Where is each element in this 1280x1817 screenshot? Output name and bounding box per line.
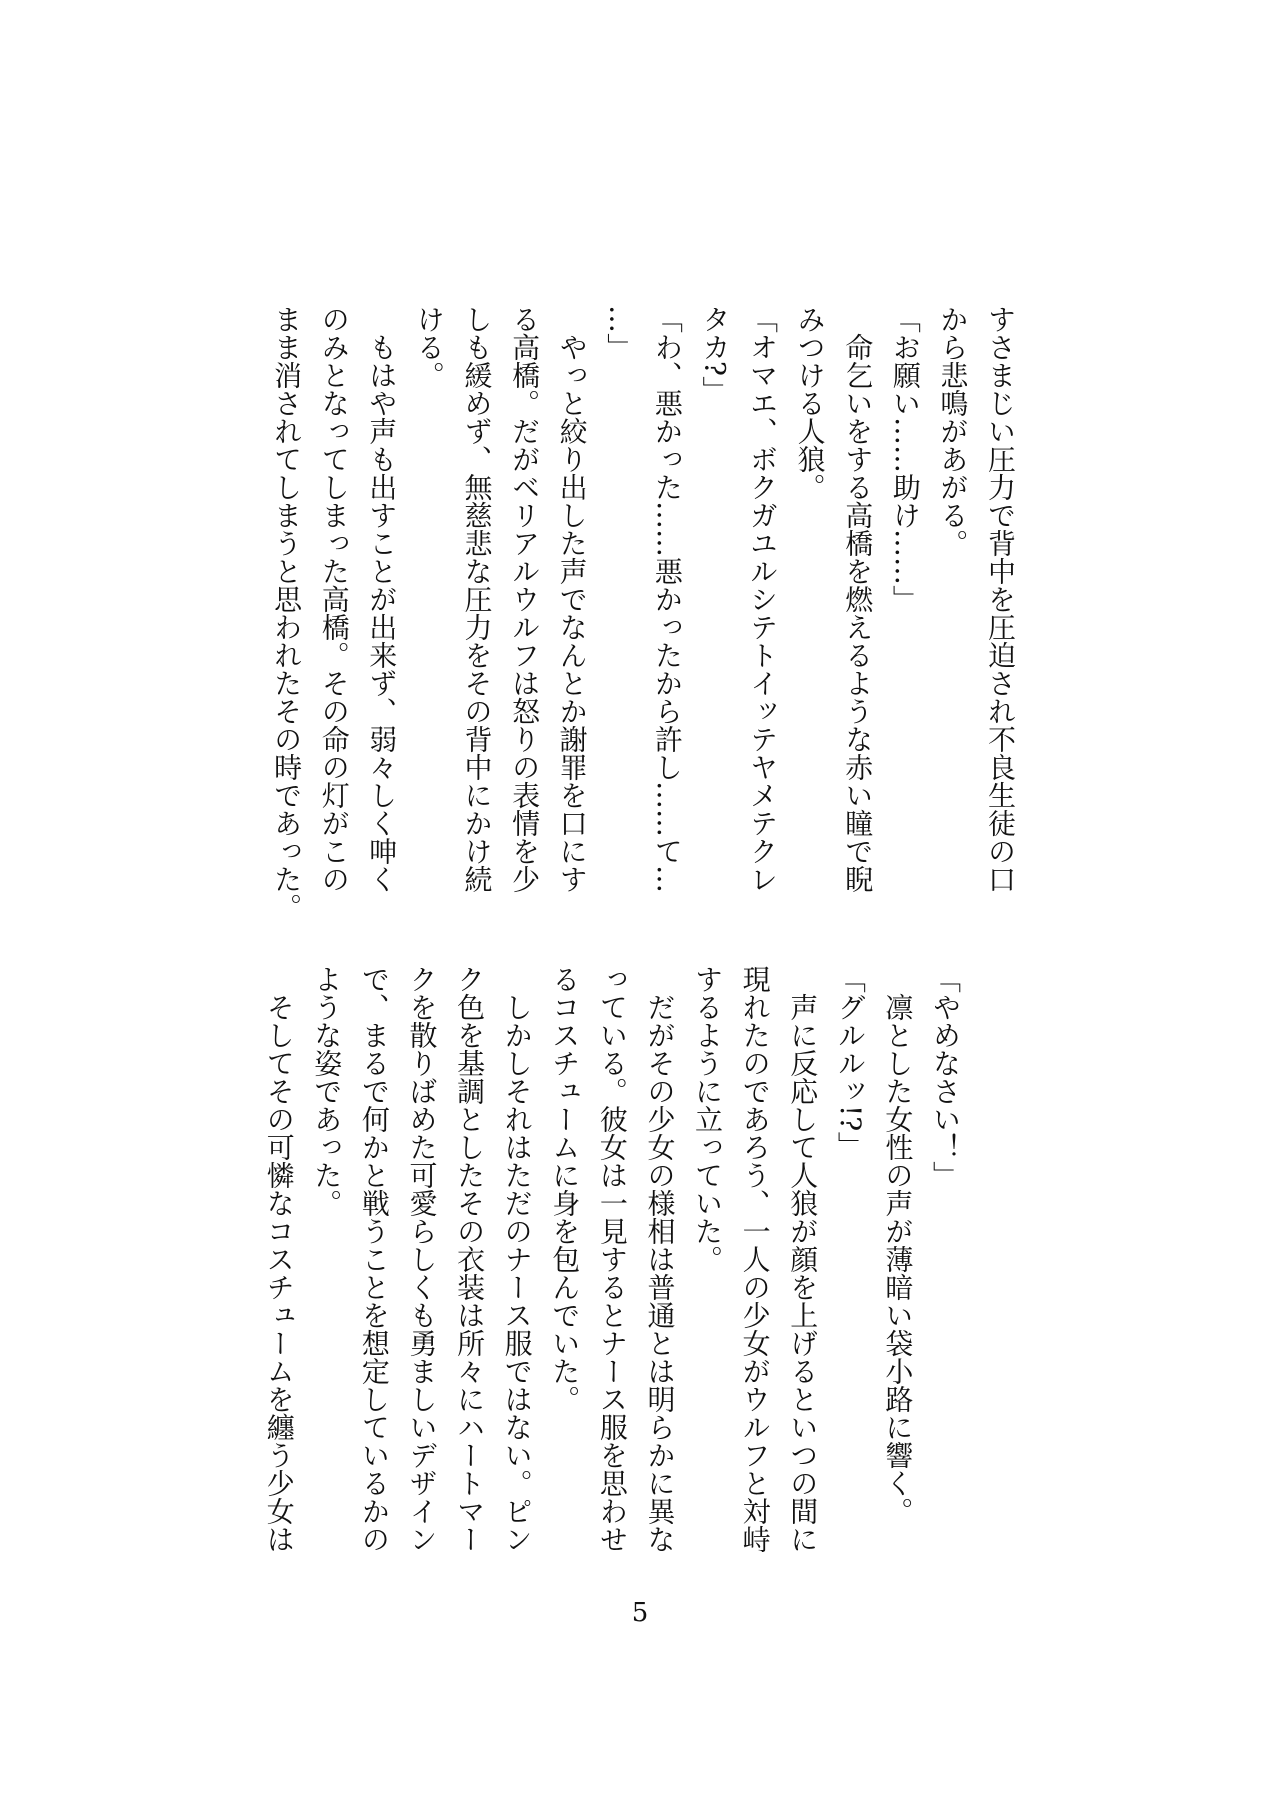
text-line: もはや声も出すことが出来ず、弱々しく呻く bbox=[365, 305, 399, 893]
text-line: 命乞いをする高橋を燃えるような赤い瞳で睨 bbox=[841, 305, 875, 893]
text-line: から悲鳴があがる。 bbox=[936, 305, 970, 557]
text-line: っている。彼女は一見するとナース服を思わせ bbox=[595, 965, 629, 1553]
text-line: みつける人狼。 bbox=[793, 305, 827, 501]
text-line: そしてその可憐なコスチュームを纏う少女は bbox=[262, 965, 296, 1553]
text-line: クを散りばめた可愛らしくも勇ましいデザイン bbox=[405, 965, 439, 1553]
text-line: まま消されてしまうと思われたその時であった。 bbox=[270, 305, 304, 921]
text-line: しも緩めず、無慈悲な圧力をその背中にかけ続 bbox=[460, 305, 494, 893]
text-line: ような姿であった。 bbox=[310, 965, 344, 1217]
text-line: 凛とした女性の声が薄暗い袋小路に響く。 bbox=[881, 965, 915, 1525]
text-line: すさまじい圧力で背中を圧迫され不良生徒の口 bbox=[984, 305, 1017, 893]
text-line: 「わ、悪かった……悪かったから許し……て… bbox=[650, 305, 684, 893]
text-line: 現れたのであろう、一人の少女がウルフと対峙 bbox=[738, 965, 772, 1553]
text-line: タカ?」 bbox=[698, 305, 732, 405]
text-line: のみとなってしまった高橋。その命の灯がこの bbox=[317, 305, 351, 893]
text-line: で、まるで何かと戦うことを想定しているかの bbox=[357, 965, 391, 1553]
text-line: 声に反応して人狼が顔を上げるといつの間に bbox=[786, 965, 820, 1553]
text-line: 「お願い……助け……」 bbox=[888, 305, 922, 613]
text-line: 「オマエ、ボクガユルシテトイッテヤメテクレ bbox=[746, 305, 780, 893]
text-line: …」 bbox=[603, 305, 637, 361]
text-line: るコスチュームに身を包んでいた。 bbox=[548, 965, 582, 1413]
text-line: しかしそれはただのナース服ではない。ピン bbox=[500, 965, 534, 1553]
text-line: ける。 bbox=[412, 305, 446, 389]
page-number: 5 bbox=[631, 1598, 649, 1628]
text-line: ク色を基調としたその衣装は所々にハートマー bbox=[453, 965, 487, 1553]
text-line: やっと絞り出した声でなんとか謝罪を口にす bbox=[555, 305, 589, 893]
text-line: 「やめなさい！」 bbox=[929, 965, 962, 1189]
text-line: だがその少女の様相は普通とは明らかに異な bbox=[643, 965, 677, 1553]
text-line: するように立っていた。 bbox=[691, 965, 725, 1273]
text-line: る高橋。だがベリアルウルフは怒りの表情を少 bbox=[508, 305, 542, 893]
text-block-bottom bbox=[255, 965, 969, 1557]
text-line: 「グルルッ!?」 bbox=[833, 965, 867, 1160]
text-block-top bbox=[263, 305, 1025, 921]
